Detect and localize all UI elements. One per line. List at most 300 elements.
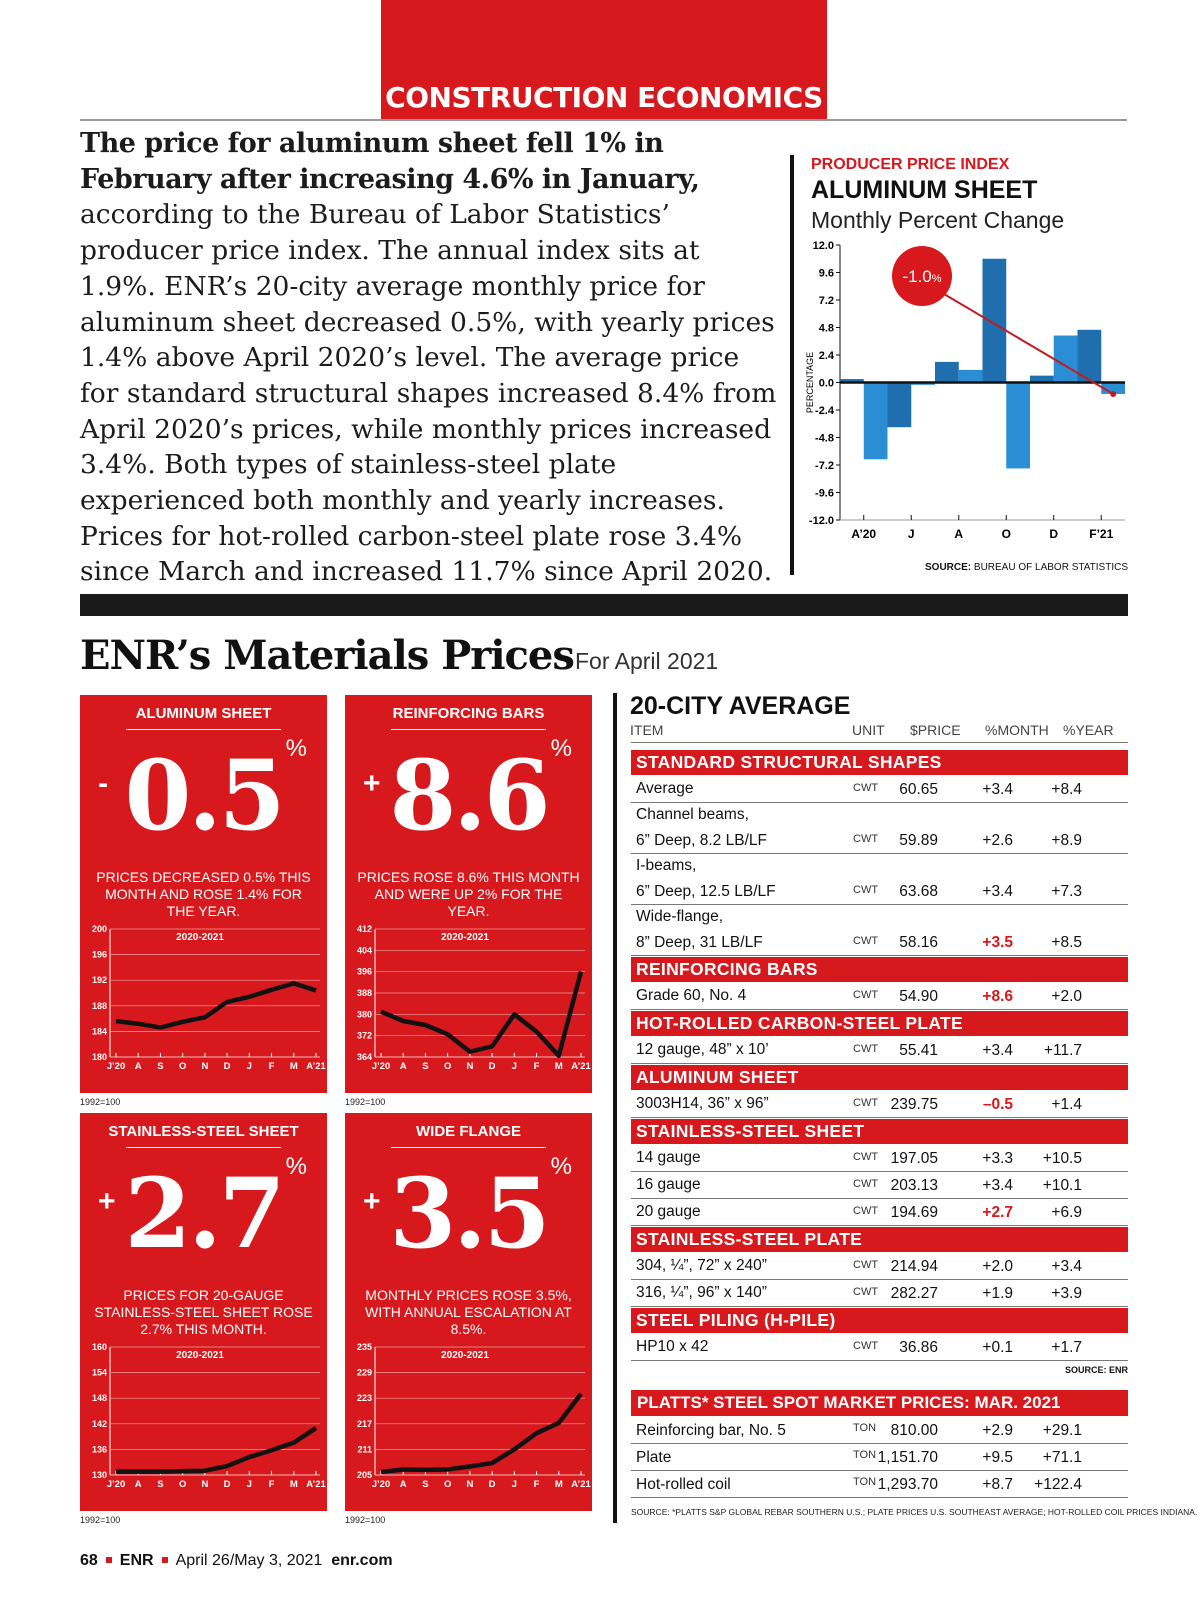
svg-text:M: M [289, 1061, 298, 1072]
row-month-change: +3.5 [982, 934, 1013, 951]
card-x-tick [571, 1471, 591, 1490]
svg-text:200: 200 [91, 925, 107, 934]
table-source: SOURCE: ENR [1064, 1365, 1128, 1375]
row-unit: TON [853, 1422, 877, 1434]
svg-text:D: D [223, 1061, 231, 1072]
card-x-tick [269, 1471, 275, 1490]
ppi-x-tick [851, 515, 876, 541]
svg-text:N: N [466, 1479, 474, 1490]
card-x-tick [512, 1471, 517, 1490]
row-item: Hot-rolled coil [636, 1476, 731, 1493]
card-x-tick [422, 1471, 428, 1490]
row-year-change: +3.9 [1051, 1285, 1082, 1302]
ppi-y-tick [809, 515, 840, 527]
ppi-y-axis-label: PERCENTAGE [805, 351, 815, 414]
row-price: 282.27 [890, 1285, 938, 1302]
svg-text:A: A [399, 1061, 407, 1072]
platts-source: SOURCE: *PLATTS S&P GLOBAL REBAR SOUTHERN U.S.; PLATE PRICES U.S. SOUTHEAST AVERAGE; HOT-ROLLED COIL PRICES INDIANA. [631, 1507, 1198, 1517]
card-x-tick [444, 1471, 451, 1490]
row-year-change: +122.4 [1034, 1476, 1082, 1493]
card-y-tick [357, 1444, 585, 1454]
footer-dot [106, 1557, 112, 1563]
card-y-tick [357, 945, 585, 955]
svg-text:A: A [954, 527, 964, 541]
page-number: 68 [80, 1552, 98, 1569]
card-y-tick [92, 1001, 320, 1011]
svg-text:F: F [533, 1479, 540, 1490]
card-y-tick [92, 1368, 320, 1378]
svg-text:184: 184 [91, 1026, 107, 1037]
platts-row [631, 1445, 1128, 1471]
svg-text:130: 130 [91, 1470, 107, 1480]
svg-text:N: N [201, 1479, 209, 1490]
svg-text:180: 180 [91, 1052, 107, 1062]
price-card [80, 1113, 327, 1511]
row-item: I-beams, [636, 857, 697, 874]
card-title-rule [391, 1147, 546, 1148]
top-rule [80, 119, 1127, 121]
card-x-tick [247, 1471, 252, 1490]
card-value: 2.7 [124, 1157, 283, 1270]
row-item-detail: 8” Deep, 31 LB/LF [636, 934, 763, 951]
svg-text:F: F [268, 1061, 275, 1072]
row-year-change: +1.7 [1051, 1339, 1082, 1356]
card-x-tick [269, 1053, 275, 1072]
table-section-header: STAINLESS-STEEL PLATE [631, 1227, 1128, 1252]
table-title: 20-CITY AVERAGE [630, 692, 851, 720]
footer-brand: ENR [119, 1552, 154, 1569]
card-description: PRICES ROSE 8.6% THIS MONTH AND WERE UP 2% FOR THE YEAR. [357, 869, 580, 919]
card-sign: + [98, 1185, 116, 1218]
row-item: 20 gauge [636, 1203, 701, 1220]
svg-text:J’20: J’20 [371, 1061, 391, 1072]
card-x-tick [466, 1053, 473, 1072]
svg-text:O: O [178, 1061, 187, 1072]
svg-text:M: M [554, 1061, 563, 1072]
ppi-bar [959, 370, 983, 383]
platts-title: PLATTS* STEEL SPOT MARKET PRICES: MAR. 2021 [631, 1390, 1128, 1416]
row-price: 54.90 [899, 988, 938, 1005]
svg-text:188: 188 [91, 1000, 107, 1011]
ppi-y-tick [819, 268, 840, 280]
row-month-change: +9.5 [982, 1449, 1013, 1466]
col-month: %MONTH [985, 722, 1049, 738]
price-card [345, 1113, 592, 1511]
card-x-tick [290, 1053, 298, 1072]
svg-text:2.4: 2.4 [818, 350, 834, 362]
svg-text:J: J [246, 1061, 252, 1072]
svg-text:372: 372 [356, 1030, 372, 1041]
svg-text:A’21: A’21 [571, 1479, 591, 1490]
card-line-chart [345, 1343, 592, 1511]
ppi-title: ALUMINUM SHEET [811, 176, 1038, 204]
card-line-chart [80, 925, 327, 1093]
card-title: ALUMINUM SHEET [135, 705, 272, 722]
card-base-note: 1992=100 [80, 1097, 121, 1107]
card-x-tick [534, 1471, 540, 1490]
row-month-change: +0.1 [982, 1339, 1013, 1356]
ppi-y-tick [819, 295, 840, 307]
platts-row [631, 1418, 1128, 1444]
table-section-header: HOT-ROLLED CARBON-STEEL PLATE [631, 1011, 1128, 1036]
card-title: WIDE FLANGE [416, 1123, 521, 1140]
row-price: 239.75 [890, 1096, 938, 1113]
row-unit: CWT [853, 1097, 879, 1109]
platts-row [631, 1472, 1128, 1498]
svg-text:211: 211 [357, 1444, 372, 1455]
row-year-change: +29.1 [1042, 1422, 1082, 1439]
card-x-tick [179, 1471, 186, 1490]
card-base-note: 1992=100 [80, 1515, 121, 1525]
card-x-tick [555, 1471, 563, 1490]
materials-subtitle: For April 2021 [575, 648, 719, 674]
ppi-y-tick [815, 405, 840, 417]
svg-text:380: 380 [356, 1009, 372, 1020]
row-month-change: +3.3 [982, 1150, 1013, 1167]
col-unit: UNIT [852, 722, 885, 738]
table-divider [613, 693, 617, 1523]
table-row [631, 906, 1128, 956]
svg-text:S: S [422, 1479, 429, 1490]
table-section-header: STAINLESS-STEEL SHEET [631, 1119, 1128, 1144]
ppi-bar [864, 383, 888, 460]
card-line-chart [345, 925, 592, 1093]
col-price: $PRICE [910, 722, 961, 738]
svg-text:D: D [223, 1479, 231, 1490]
svg-text:D: D [488, 1479, 496, 1490]
svg-text:223: 223 [356, 1393, 372, 1404]
card-title-rule [126, 1147, 281, 1148]
svg-text:7.2: 7.2 [818, 295, 834, 307]
row-price: 60.65 [899, 781, 938, 798]
row-price: 59.89 [899, 832, 938, 849]
row-price: 203.13 [890, 1177, 938, 1194]
card-percent-sign: % [285, 735, 307, 762]
ppi-source-text: BUREAU OF LABOR STATISTICS [971, 562, 1128, 573]
row-month-change: +2.6 [982, 832, 1013, 849]
table-row [631, 1173, 1128, 1199]
svg-text:F’21: F’21 [1089, 527, 1114, 541]
svg-text:136: 136 [91, 1444, 107, 1455]
row-item: Grade 60, No. 4 [636, 987, 747, 1004]
card-x-tick [247, 1053, 252, 1072]
ppi-x-tick [1002, 515, 1011, 541]
card-title-rule [391, 729, 546, 730]
table-row [631, 1200, 1128, 1226]
svg-text:J: J [511, 1061, 517, 1072]
svg-text:229: 229 [356, 1367, 372, 1378]
row-price: 55.41 [899, 1042, 938, 1059]
row-month-change: +8.7 [982, 1476, 1013, 1493]
row-price: 1,293.70 [877, 1476, 938, 1493]
svg-text:M: M [289, 1479, 298, 1490]
card-x-tick [534, 1053, 540, 1072]
svg-text:196: 196 [91, 949, 107, 960]
svg-text:A’20: A’20 [851, 527, 877, 541]
price-card [80, 695, 327, 1093]
ppi-bar [935, 362, 959, 383]
row-month-change: +2.9 [982, 1422, 1013, 1439]
card-y-tick [92, 1393, 320, 1403]
svg-text:D: D [488, 1061, 496, 1072]
row-year-change: +11.7 [1043, 1042, 1082, 1059]
table-row [631, 777, 1128, 803]
card-x-tick [157, 1471, 163, 1490]
svg-text:12.0: 12.0 [812, 240, 834, 252]
row-year-change: +8.4 [1051, 781, 1082, 798]
row-year-change: +71.1 [1042, 1449, 1082, 1466]
card-chart-title: 2020-2021 [441, 932, 489, 943]
card-x-tick [489, 1053, 496, 1072]
svg-text:9.6: 9.6 [818, 267, 834, 280]
svg-text:412: 412 [356, 925, 372, 934]
card-series-line [116, 1428, 316, 1472]
row-year-change: +10.5 [1042, 1150, 1082, 1167]
table-row [631, 804, 1128, 854]
ppi-callout-value: -1.0% [902, 267, 942, 286]
col-year: %YEAR [1063, 722, 1114, 738]
card-chart-title: 2020-2021 [176, 1350, 224, 1361]
row-item: Wide-flange, [636, 908, 724, 925]
row-year-change: +2.0 [1051, 988, 1082, 1005]
svg-text:364: 364 [356, 1052, 372, 1062]
table-section-header: STANDARD STRUCTURAL SHAPES [631, 750, 1128, 775]
svg-text:192: 192 [91, 975, 107, 986]
card-x-tick [466, 1471, 473, 1490]
svg-text:0.0: 0.0 [818, 377, 834, 390]
card-x-tick [422, 1053, 428, 1072]
row-price: 214.94 [890, 1258, 938, 1275]
card-value: 8.6 [389, 739, 548, 852]
row-year-change: +8.5 [1051, 934, 1082, 951]
row-month-change: +8.6 [982, 988, 1013, 1005]
svg-text:A’21: A’21 [571, 1061, 591, 1072]
table-row [631, 1254, 1128, 1280]
row-price: 63.68 [899, 883, 938, 900]
svg-text:-4.8: -4.8 [815, 432, 834, 445]
ppi-label: PRODUCER PRICE INDEX [811, 156, 1010, 173]
card-title: STAINLESS-STEEL SHEET [108, 1123, 299, 1140]
ppi-y-tick [819, 378, 840, 390]
ppi-y-tick [819, 323, 840, 335]
row-item: Reinforcing bar, No. 5 [636, 1422, 786, 1439]
intro-paragraph [80, 126, 780, 590]
card-line-chart [80, 1343, 327, 1511]
card-y-tick [92, 950, 320, 960]
table-section-header: STEEL PILING (H-PILE) [631, 1308, 1128, 1333]
card-series-line [381, 1394, 581, 1472]
row-year-change: +6.9 [1051, 1204, 1082, 1221]
row-item: Channel beams, [636, 806, 749, 823]
svg-text:-12.0: -12.0 [808, 515, 834, 527]
card-x-tick [400, 1471, 407, 1490]
card-percent-sign: % [550, 735, 572, 762]
svg-text:235: 235 [356, 1343, 372, 1352]
svg-text:A: A [134, 1479, 142, 1490]
intro-lead: The price for aluminum sheet fell 1% in February after increasing 4.6% in January, [80, 128, 700, 195]
svg-text:O: O [1001, 527, 1011, 541]
table-section-header: REINFORCING BARS [631, 957, 1128, 982]
row-unit: TON [853, 1476, 877, 1488]
card-title-rule [126, 729, 281, 730]
card-base-note: 1992=100 [345, 1515, 386, 1525]
col-item: ITEM [630, 722, 664, 738]
card-y-tick [92, 1419, 320, 1429]
svg-text:160: 160 [91, 1343, 107, 1352]
svg-text:396: 396 [356, 966, 372, 977]
svg-text:388: 388 [356, 988, 372, 998]
row-unit: CWT [853, 833, 879, 845]
card-x-tick [157, 1053, 163, 1072]
card-y-tick [92, 1026, 320, 1036]
svg-text:148: 148 [91, 1393, 107, 1404]
ppi-bar [888, 383, 912, 428]
row-year-change: +1.4 [1051, 1096, 1082, 1113]
row-unit: CWT [853, 1178, 879, 1190]
card-x-tick [201, 1471, 208, 1490]
card-y-tick [357, 1393, 585, 1403]
row-price: 197.05 [890, 1150, 938, 1167]
page-footer [80, 1552, 393, 1570]
card-x-tick [201, 1053, 208, 1072]
svg-text:A’21: A’21 [306, 1061, 326, 1072]
svg-text:N: N [466, 1061, 474, 1072]
svg-text:J’20: J’20 [371, 1479, 391, 1490]
card-title: REINFORCING BARS [392, 705, 545, 722]
row-item: 3003H14, 36” x 96” [636, 1095, 769, 1112]
card-percent-sign: % [285, 1153, 307, 1180]
ppi-x-tick [1089, 515, 1113, 541]
row-price: 1,151.70 [877, 1449, 938, 1466]
row-unit: CWT [853, 1151, 879, 1163]
card-x-tick [179, 1053, 186, 1072]
svg-text:J’20: J’20 [106, 1061, 126, 1072]
card-x-tick [290, 1471, 298, 1490]
svg-text:A: A [399, 1479, 407, 1490]
svg-text:4.8: 4.8 [818, 322, 834, 335]
card-x-tick [224, 1471, 231, 1490]
row-price: 810.00 [890, 1422, 938, 1439]
ppi-x-tick [908, 515, 915, 541]
row-month-change: –0.5 [982, 1096, 1013, 1113]
svg-text:O: O [443, 1479, 452, 1490]
ppi-callout-dot [1110, 391, 1116, 397]
row-unit: CWT [853, 1259, 879, 1271]
svg-text:A: A [134, 1061, 142, 1072]
table-row [631, 1146, 1128, 1172]
ppi-y-tick [815, 488, 840, 500]
svg-text:-2.4: -2.4 [815, 405, 834, 417]
row-unit: CWT [853, 884, 879, 896]
svg-text:J’20: J’20 [106, 1479, 126, 1490]
card-description: PRICES FOR 20-GAUGE STAINLESS-STEEL SHEET ROSE 2.7% THIS MONTH. [94, 1287, 313, 1337]
row-month-change: +2.7 [982, 1204, 1013, 1221]
ppi-divider [790, 155, 794, 575]
row-month-change: +3.4 [982, 781, 1013, 798]
card-x-tick [306, 1053, 326, 1072]
footer-url: enr.com [331, 1552, 393, 1569]
ppi-source [925, 562, 1128, 573]
svg-text:S: S [157, 1061, 164, 1072]
svg-text:404: 404 [356, 945, 372, 956]
ppi-bar [1054, 336, 1078, 383]
header-rule [631, 742, 1128, 743]
svg-text:142: 142 [91, 1418, 107, 1429]
materials-title: ENR’s Materials Prices [80, 632, 574, 679]
card-chart-title: 2020-2021 [441, 1350, 489, 1361]
card-y-tick [357, 1031, 585, 1041]
row-unit: TON [853, 1449, 877, 1461]
svg-text:J: J [907, 527, 915, 541]
card-sign: + [363, 767, 381, 800]
section-title: CONSTRUCTION ECONOMICS [385, 81, 823, 114]
row-item: Plate [636, 1449, 672, 1466]
row-month-change: +3.4 [982, 1177, 1013, 1194]
table-row [631, 1281, 1128, 1307]
section-header [381, 0, 827, 120]
row-item: HP10 x 42 [636, 1338, 709, 1355]
card-description: MONTHLY PRICES ROSE 3.5%, WITH ANNUAL ESCALATION AT 8.5%. [365, 1287, 572, 1337]
svg-text:F: F [533, 1061, 540, 1072]
card-chart-title: 2020-2021 [176, 932, 224, 943]
row-unit: CWT [853, 782, 879, 794]
row-price: 36.86 [899, 1339, 938, 1356]
card-x-tick [512, 1053, 517, 1072]
card-sign: - [98, 767, 108, 800]
card-y-tick [357, 988, 585, 998]
ppi-x-tick [1049, 515, 1058, 541]
svg-text:217: 217 [356, 1418, 372, 1429]
card-y-tick [357, 967, 585, 977]
card-sign: + [363, 1185, 381, 1218]
card-base-note: 1992=100 [345, 1097, 386, 1107]
card-x-tick [400, 1053, 407, 1072]
card-x-tick [135, 1053, 142, 1072]
svg-text:O: O [178, 1479, 187, 1490]
footer-date: April 26/May 3, 2021 [175, 1552, 323, 1569]
row-year-change: +3.4 [1051, 1258, 1082, 1275]
table-row [631, 855, 1128, 905]
row-item: 12 gauge, 48” x 10’ [636, 1041, 769, 1058]
svg-text:D: D [1049, 527, 1059, 541]
row-unit: CWT [853, 1286, 879, 1298]
row-month-change: +3.4 [982, 1042, 1013, 1059]
card-x-tick [571, 1053, 591, 1072]
row-year-change: +10.1 [1042, 1177, 1082, 1194]
table-row [631, 1038, 1128, 1064]
section-divider [80, 594, 1128, 616]
ppi-y-tick [815, 433, 840, 445]
price-card [345, 695, 592, 1093]
ppi-bar [1006, 383, 1030, 469]
footer-dot [162, 1557, 168, 1563]
row-year-change: +8.9 [1051, 832, 1082, 849]
row-month-change: +2.0 [982, 1258, 1013, 1275]
card-percent-sign: % [550, 1153, 572, 1180]
svg-text:S: S [157, 1479, 164, 1490]
svg-text:J: J [246, 1479, 252, 1490]
svg-text:-9.6: -9.6 [815, 487, 834, 500]
table-header [630, 722, 1127, 740]
row-item: 16 gauge [636, 1176, 701, 1193]
card-description: PRICES DECREASED 0.5% THIS MONTH AND ROSE 1.4% FOR THE YEAR. [96, 869, 311, 919]
row-price: 58.16 [899, 934, 938, 951]
card-x-tick [224, 1053, 231, 1072]
ppi-x-tick [954, 515, 963, 541]
row-unit: CWT [853, 1043, 879, 1055]
svg-text:A’21: A’21 [306, 1479, 326, 1490]
card-x-tick [444, 1053, 451, 1072]
